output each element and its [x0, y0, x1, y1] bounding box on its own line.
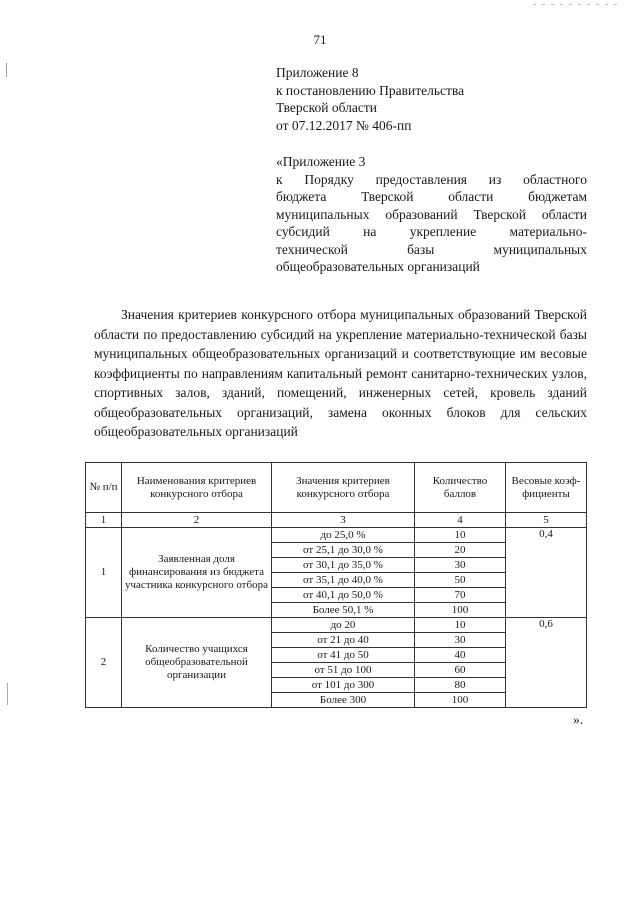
appendix-8-line: Тверской области — [276, 100, 377, 115]
closing-quote: ». — [573, 712, 584, 727]
header-criteria-name: Наименования критериев конкурсного отбора — [122, 463, 272, 513]
criterion-value: от 40,1 до 50,0 % — [272, 588, 415, 603]
appendix-8-line: от 07.12.2017 № 406-пп — [276, 117, 412, 133]
column-number: 1 — [86, 513, 122, 528]
appendix-3-line: бюджета Тверской области бюджетам — [276, 189, 587, 204]
criterion-score: 80 — [415, 678, 506, 693]
criterion-value: от 25,1 до 30,0 % — [272, 543, 415, 558]
header-score: Количество баллов — [415, 463, 506, 513]
criterion-weight: 0,4 — [506, 528, 587, 618]
criterion-name: Заявленная доля финансирования из бюджета участника конкурсного отбора — [122, 528, 272, 618]
column-number: 2 — [122, 513, 272, 528]
scan-mark-top — [533, 4, 623, 5]
criterion-value: от 35,1 до 40,0 % — [272, 573, 415, 588]
criterion-score: 30 — [415, 633, 506, 648]
criterion-score: 30 — [415, 558, 506, 573]
table-row — [86, 528, 587, 543]
criterion-value: от 51 до 100 — [272, 663, 415, 678]
scan-mark-left-top — [6, 63, 7, 77]
header-weight: Весовые коэф-фициенты — [506, 463, 587, 513]
table-row — [86, 618, 587, 633]
criterion-value: до 25,0 % — [272, 528, 415, 543]
column-number: 3 — [272, 513, 415, 528]
document-heading: Значения критериев конкурсного отбора муниципальных образований Тверской области по предоставлению субсидий на укрепление материально-технической базы муниципальных общеобразовательных организаций и соответствующие им весовые коэффициенты по направлениям капитальный ремонт санитарно-технических узлов, спортивных залов, зданий, помещений, инженерных сетей, кровель зданий общеобразовательных организаций, замена оконных блоков для сельских общеобразовательных организаций — [94, 307, 587, 439]
criterion-score: 60 — [415, 663, 506, 678]
header-criteria-values: Значения критериев конкурсного отбора — [272, 463, 415, 513]
criterion-value: Более 300 — [272, 693, 415, 708]
appendix-3-line: общеобразовательных организаций — [276, 259, 480, 274]
column-number-row — [86, 513, 587, 528]
appendix-3-line: «Приложение 3 — [276, 154, 366, 169]
criterion-score: 70 — [415, 588, 506, 603]
criterion-weight: 0,6 — [506, 618, 587, 708]
criterion-score: 100 — [415, 693, 506, 708]
appendix-3-line: к Порядку предоставления из областного — [276, 171, 587, 187]
criterion-score: 40 — [415, 648, 506, 663]
criterion-score: 10 — [415, 618, 506, 633]
scan-mark-left-bottom — [7, 683, 8, 705]
criterion-number: 2 — [86, 618, 122, 708]
criterion-score: 10 — [415, 528, 506, 543]
criteria-table — [85, 462, 587, 708]
header-number: № п/п — [86, 463, 122, 513]
column-number: 4 — [415, 513, 506, 528]
column-number: 5 — [506, 513, 587, 528]
criterion-name: Количество учащихся общеобразовательной организации — [122, 618, 272, 708]
appendix-8-header — [276, 64, 464, 134]
criterion-value: Более 50,1 % — [272, 603, 415, 618]
criterion-value: от 21 до 40 — [272, 633, 415, 648]
appendix-8-line: Приложение 8 — [276, 65, 359, 80]
criterion-value: от 41 до 50 — [272, 648, 415, 663]
appendix-3-line: технической базы муниципальных — [276, 241, 587, 257]
page-number: 71 — [313, 32, 327, 47]
criterion-value: до 20 — [272, 618, 415, 633]
criterion-score: 20 — [415, 543, 506, 558]
criterion-number: 1 — [86, 528, 122, 618]
appendix-3-line: муниципальных образований Тверской области — [276, 206, 587, 222]
criterion-value: от 30,1 до 35,0 % — [272, 558, 415, 573]
table-header-row — [86, 463, 587, 513]
appendix-8-line: к постановлению Правительства — [276, 82, 465, 98]
criterion-score: 50 — [415, 573, 506, 588]
appendix-3-header — [276, 153, 587, 276]
appendix-3-line: субсидий на укрепление материально- — [276, 224, 587, 239]
criterion-score: 100 — [415, 603, 506, 618]
criterion-value: от 101 до 300 — [272, 678, 415, 693]
